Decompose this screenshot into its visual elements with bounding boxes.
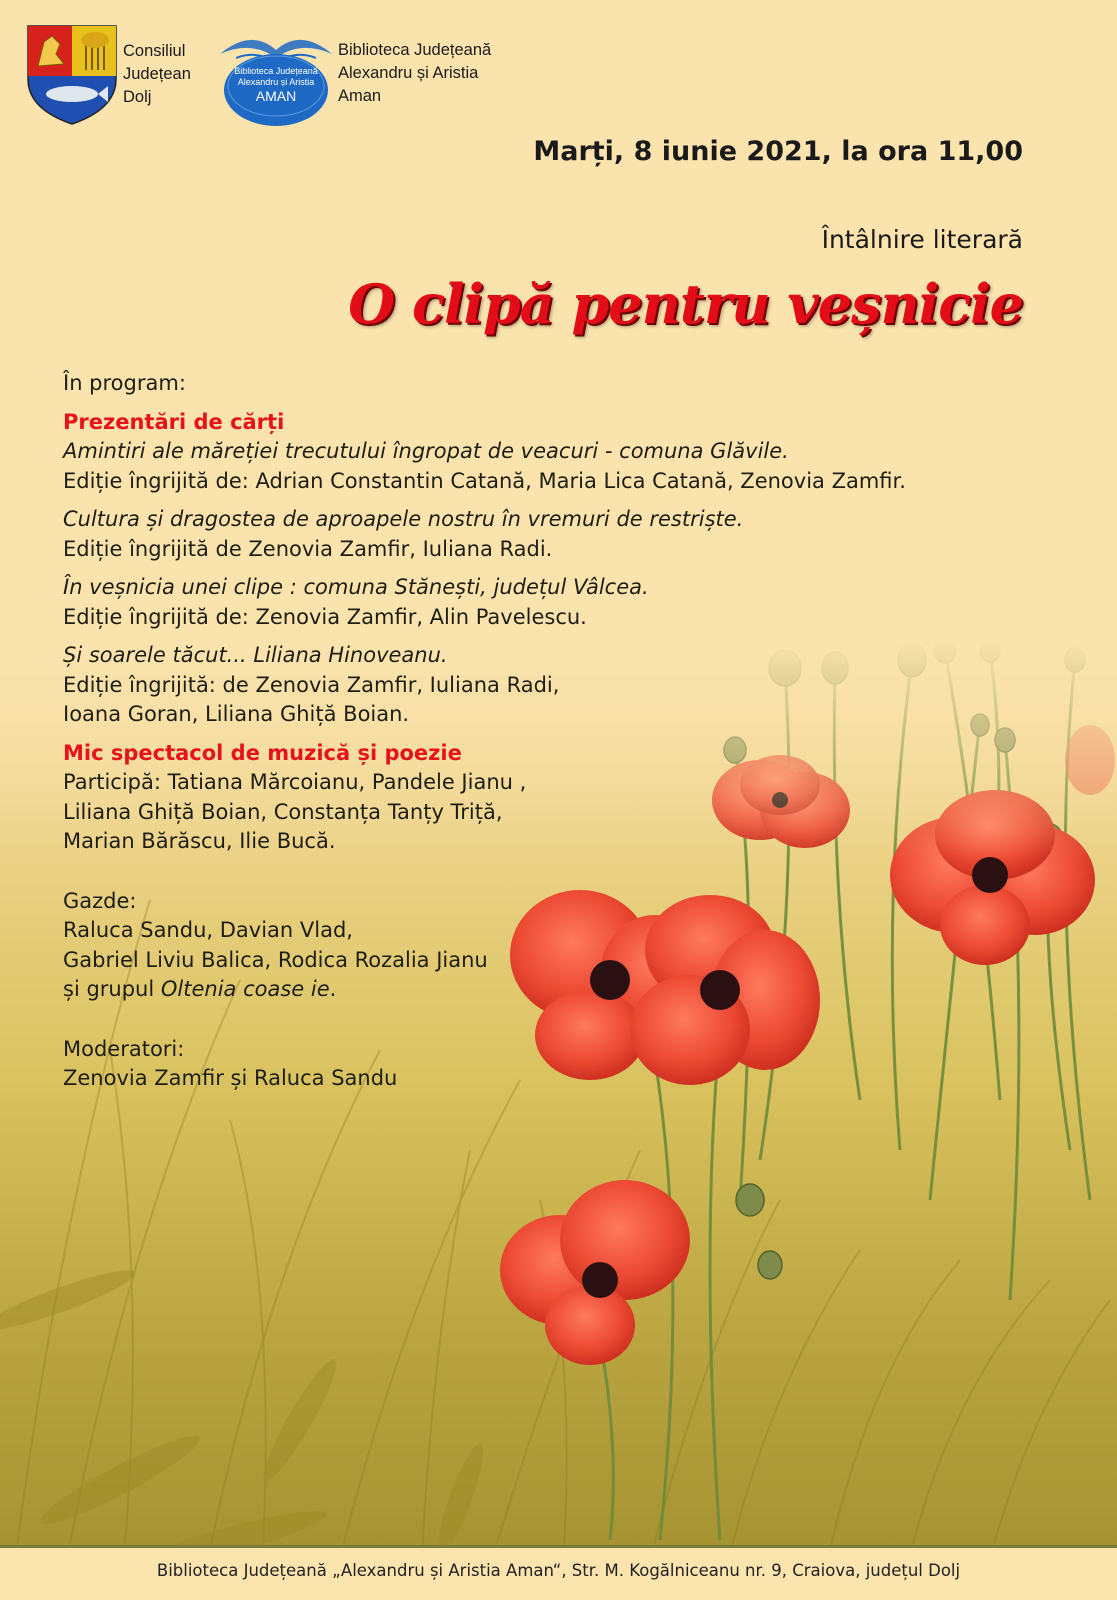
book-title: Amintiri ale măreției trecutului îngropat de veacuri - comuna Glăvile.: [63, 439, 789, 463]
book-entry: [63, 437, 1023, 496]
book-entry: [63, 573, 1023, 632]
event-title: O clipă pentru veșnicie: [348, 272, 1023, 336]
book-editors: Ediție îngrijită de: Adrian Constantin Catană, Maria Lica Catană, Zenovia Zamfir.: [63, 468, 906, 493]
program-intro: În program:: [63, 371, 186, 395]
hosts-heading: Gazde:: [63, 888, 137, 913]
hosts-list: Gabriel Liviu Balica, Rodica Rozalia Jianu: [63, 947, 488, 972]
hosts-list: Raluca Sandu, Davian Vlad,: [63, 918, 353, 942]
event-type: Întâlnire literară: [821, 225, 1023, 254]
show-participants: Marian Bărăscu, Ilie Bucă.: [63, 829, 336, 853]
program-section: [63, 369, 1023, 1094]
book-title: Și soarele tăcut... Liliana Hinoveanu.: [63, 643, 448, 667]
group-name: Oltenia coase ie: [160, 977, 330, 1001]
book-title: Cultura și dragostea de aproapele nostru în vremuri de restriște.: [63, 507, 744, 531]
book-editors: Ediție îngrijită de: Zenovia Zamfir, Alin Pavelescu.: [63, 604, 587, 629]
book-editors: Ioana Goran, Liliana Ghiță Boian.: [63, 702, 410, 726]
county-council-name: Consiliul Județean Dolj: [123, 42, 191, 106]
book-editors: Ediție îngrijită de Zenovia Zamfir, Iuliana Radi.: [63, 536, 553, 561]
moderators-list: Zenovia Zamfir și Raluca Sandu: [63, 1066, 398, 1090]
book-title: În veșnicia unei clipe : comuna Stănești, județul Vâlcea.: [63, 575, 649, 599]
hosts-list-group: și grupul Oltenia coase ie.: [63, 977, 337, 1001]
moderators-heading: Moderatori:: [63, 1036, 185, 1061]
show-participants: Participă: Tatiana Mărcoianu, Pandele Jianu ,: [63, 770, 527, 794]
show-participants: Liliana Ghiță Boian, Constanța Tanțy Triță,: [63, 799, 503, 824]
dolj-county-crest-icon: [26, 24, 118, 126]
event-date: Marți, 8 iunie 2021, la ora 11,00: [533, 136, 1023, 167]
book-editors: Ediție îngrijită: de Zenovia Zamfir, Iuliana Radi,: [63, 672, 560, 697]
footer-address: Biblioteca Județeană „Alexandru și Aristia Aman“, Str. M. Kogălniceanu nr. 9, Craiova, județul Dolj: [0, 1545, 1117, 1600]
book-entry: [63, 641, 1023, 730]
library-emblem-text: Biblioteca Județeană Alexandru și Aristia AMAN: [234, 66, 318, 104]
show-heading: Mic spectacol de muzică și poezie: [63, 740, 462, 765]
books-heading: Prezentări de cărți: [63, 409, 285, 434]
book-entry: [63, 505, 1023, 564]
library-name: Biblioteca Județeană Alexandru și Aristia Aman: [338, 41, 492, 105]
